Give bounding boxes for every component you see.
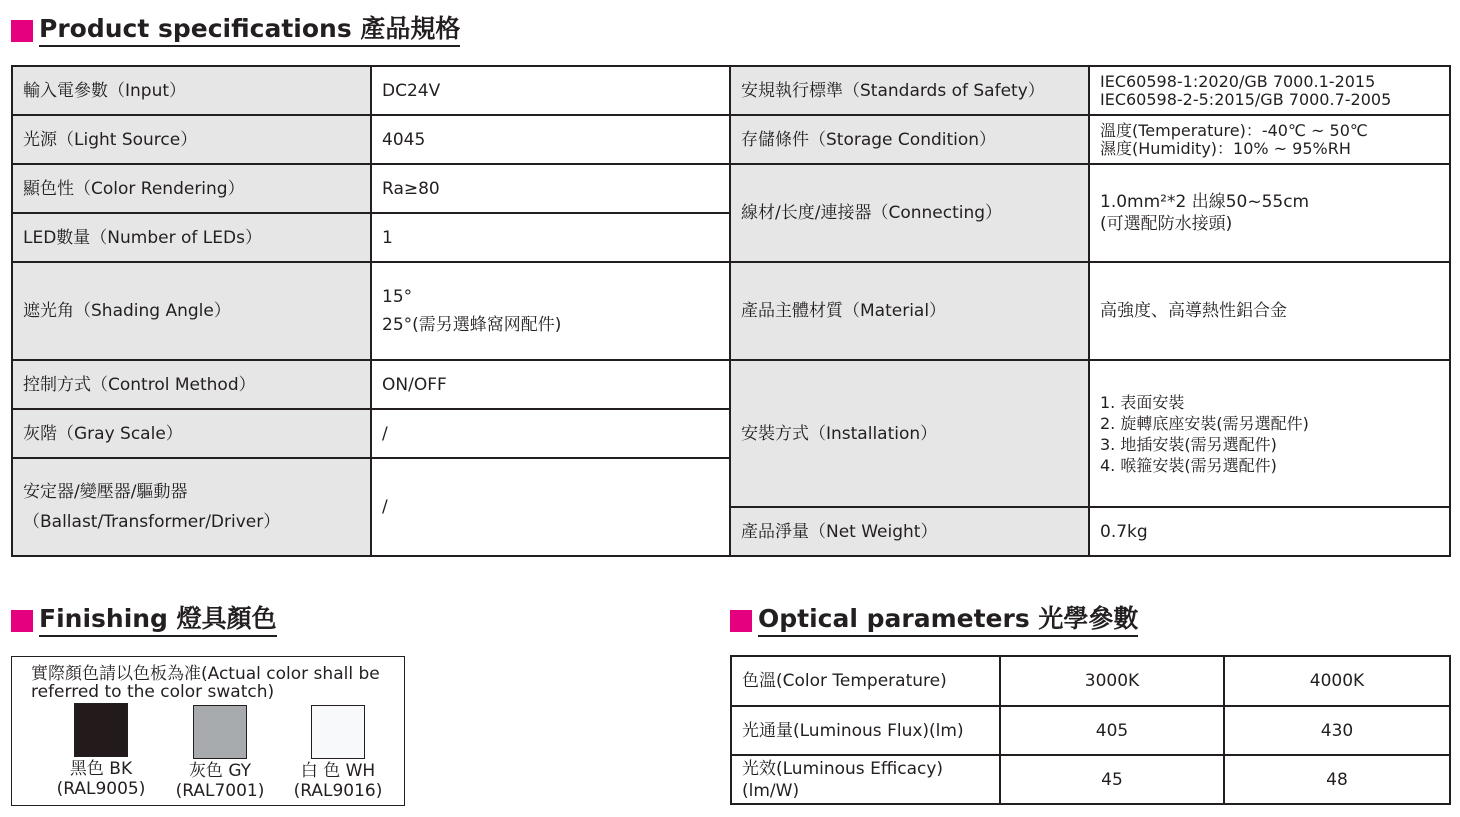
value-line: IEC60598-2-5:2015/GB 7000.7-2005 xyxy=(1100,89,1392,109)
specs-table xyxy=(11,65,1451,557)
spec-value xyxy=(371,262,730,360)
value-line: (可選配防水接頭) xyxy=(1100,214,1233,234)
color-chip xyxy=(193,705,247,759)
optical-value: 4000K xyxy=(1224,656,1450,706)
optical-value: 430 xyxy=(1224,706,1450,755)
spec-label: 產品主體材質（Material） xyxy=(730,262,1089,360)
spec-label: 控制方式（Control Method） xyxy=(12,360,371,409)
optical-label: 色溫(Color Temperature) xyxy=(731,656,1000,706)
spec-label: 顯色性（Color Rendering） xyxy=(12,164,371,213)
optical-label: 光效(Luminous Efficacy)(lm/W) xyxy=(731,755,1000,804)
optical-value: 3000K xyxy=(1000,656,1224,706)
swatch-white xyxy=(268,705,408,801)
spec-value xyxy=(1089,164,1450,262)
spec-label: 存儲條件（Storage Condition） xyxy=(730,115,1089,164)
spec-label: 光源（Light Source） xyxy=(12,115,371,164)
swatch-name: 白 色 WH xyxy=(300,761,376,781)
spec-value: Ra≥80 xyxy=(371,164,730,213)
value-line: 1. 表面安裝 xyxy=(1100,392,1185,412)
table-row xyxy=(12,360,1450,409)
value-line: 1.0mm²*2 出線50~55cm xyxy=(1100,192,1310,212)
spec-label: 安規執行標準（Standards of Safety） xyxy=(730,66,1089,115)
finishing-header xyxy=(11,604,277,637)
value-line: IEC60598-1:2020/GB 7000.1-2015 xyxy=(1100,71,1376,91)
spec-value: ON/OFF xyxy=(371,360,730,409)
optical-table xyxy=(730,655,1451,805)
spec-label: 線材/长度/連接器（Connecting） xyxy=(730,164,1089,262)
optical-header xyxy=(730,604,1138,637)
spec-value: / xyxy=(371,409,730,458)
spec-value: 高強度、高導熱性鋁合金 xyxy=(1089,262,1450,360)
swatch-note: 實際顏色請以色板為准(Actual color shall be referred to the color swatch) xyxy=(31,664,380,702)
value-line: 溫度(Temperature)：-40℃ ~ 50℃ xyxy=(1100,120,1368,140)
spec-value: / xyxy=(371,458,730,556)
spec-value xyxy=(1089,115,1450,164)
spec-value: DC24V xyxy=(371,66,730,115)
spec-label: 灰階（Gray Scale） xyxy=(12,409,371,458)
specs-header xyxy=(11,14,460,47)
spec-label: LED數量（Number of LEDs） xyxy=(12,213,371,262)
swatch-code: (RAL9005) xyxy=(56,779,146,799)
value-line: 3. 地插安裝(需另選配件) xyxy=(1100,434,1277,454)
spec-value xyxy=(1089,360,1450,507)
table-row xyxy=(12,115,1450,164)
table-row xyxy=(12,164,1450,213)
table-row xyxy=(12,66,1450,115)
spec-value: 1 xyxy=(371,213,730,262)
value-line: 濕度(Humidity)：10% ~ 95%RH xyxy=(1100,138,1351,158)
accent-square-icon xyxy=(730,610,752,632)
optical-value: 48 xyxy=(1224,755,1450,804)
accent-square-icon xyxy=(11,20,33,42)
spec-value: 0.7kg xyxy=(1089,507,1450,556)
swatch-code: (RAL7001) xyxy=(175,781,265,801)
finishing-title: Finishing 燈具顏色 xyxy=(39,604,277,637)
color-chip xyxy=(311,705,365,759)
label-line: 安定器/變壓器/驅動器 xyxy=(23,482,188,502)
value-line: 15° xyxy=(382,287,413,307)
optical-value: 405 xyxy=(1000,706,1224,755)
optical-label: 光通量(Luminous Flux)(lm) xyxy=(731,706,1000,755)
optical-value: 45 xyxy=(1000,755,1224,804)
spec-label: 產品淨量（Net Weight） xyxy=(730,507,1089,556)
spec-label xyxy=(12,458,371,556)
spec-value: 4045 xyxy=(371,115,730,164)
value-line: 25°(需另選蜂窩网配件) xyxy=(382,315,562,335)
swatch-name: 黑色 BK xyxy=(69,759,133,779)
color-chip xyxy=(74,703,128,757)
swatch-code: (RAL9016) xyxy=(293,781,383,801)
table-row xyxy=(731,656,1450,706)
color-swatch-panel xyxy=(11,656,405,806)
accent-square-icon xyxy=(11,610,33,632)
value-line: 4. 喉箍安裝(需另選配件) xyxy=(1100,455,1277,475)
spec-label: 輸入電參數（Input） xyxy=(12,66,371,115)
table-row xyxy=(731,755,1450,804)
spec-label: 遮光角（Shading Angle） xyxy=(12,262,371,360)
spec-label: 安裝方式（Installation） xyxy=(730,360,1089,507)
spec-value xyxy=(1089,66,1450,115)
specs-title: Product specifications 產品規格 xyxy=(39,14,460,47)
swatch-name: 灰色 GY xyxy=(188,761,252,781)
table-row xyxy=(12,262,1450,360)
label-line: （Ballast/Transformer/Driver） xyxy=(23,512,281,532)
value-line: 2. 旋轉底座安裝(需另選配件) xyxy=(1100,413,1309,433)
optical-title: Optical parameters 光學參數 xyxy=(758,604,1138,637)
table-row xyxy=(731,706,1450,755)
